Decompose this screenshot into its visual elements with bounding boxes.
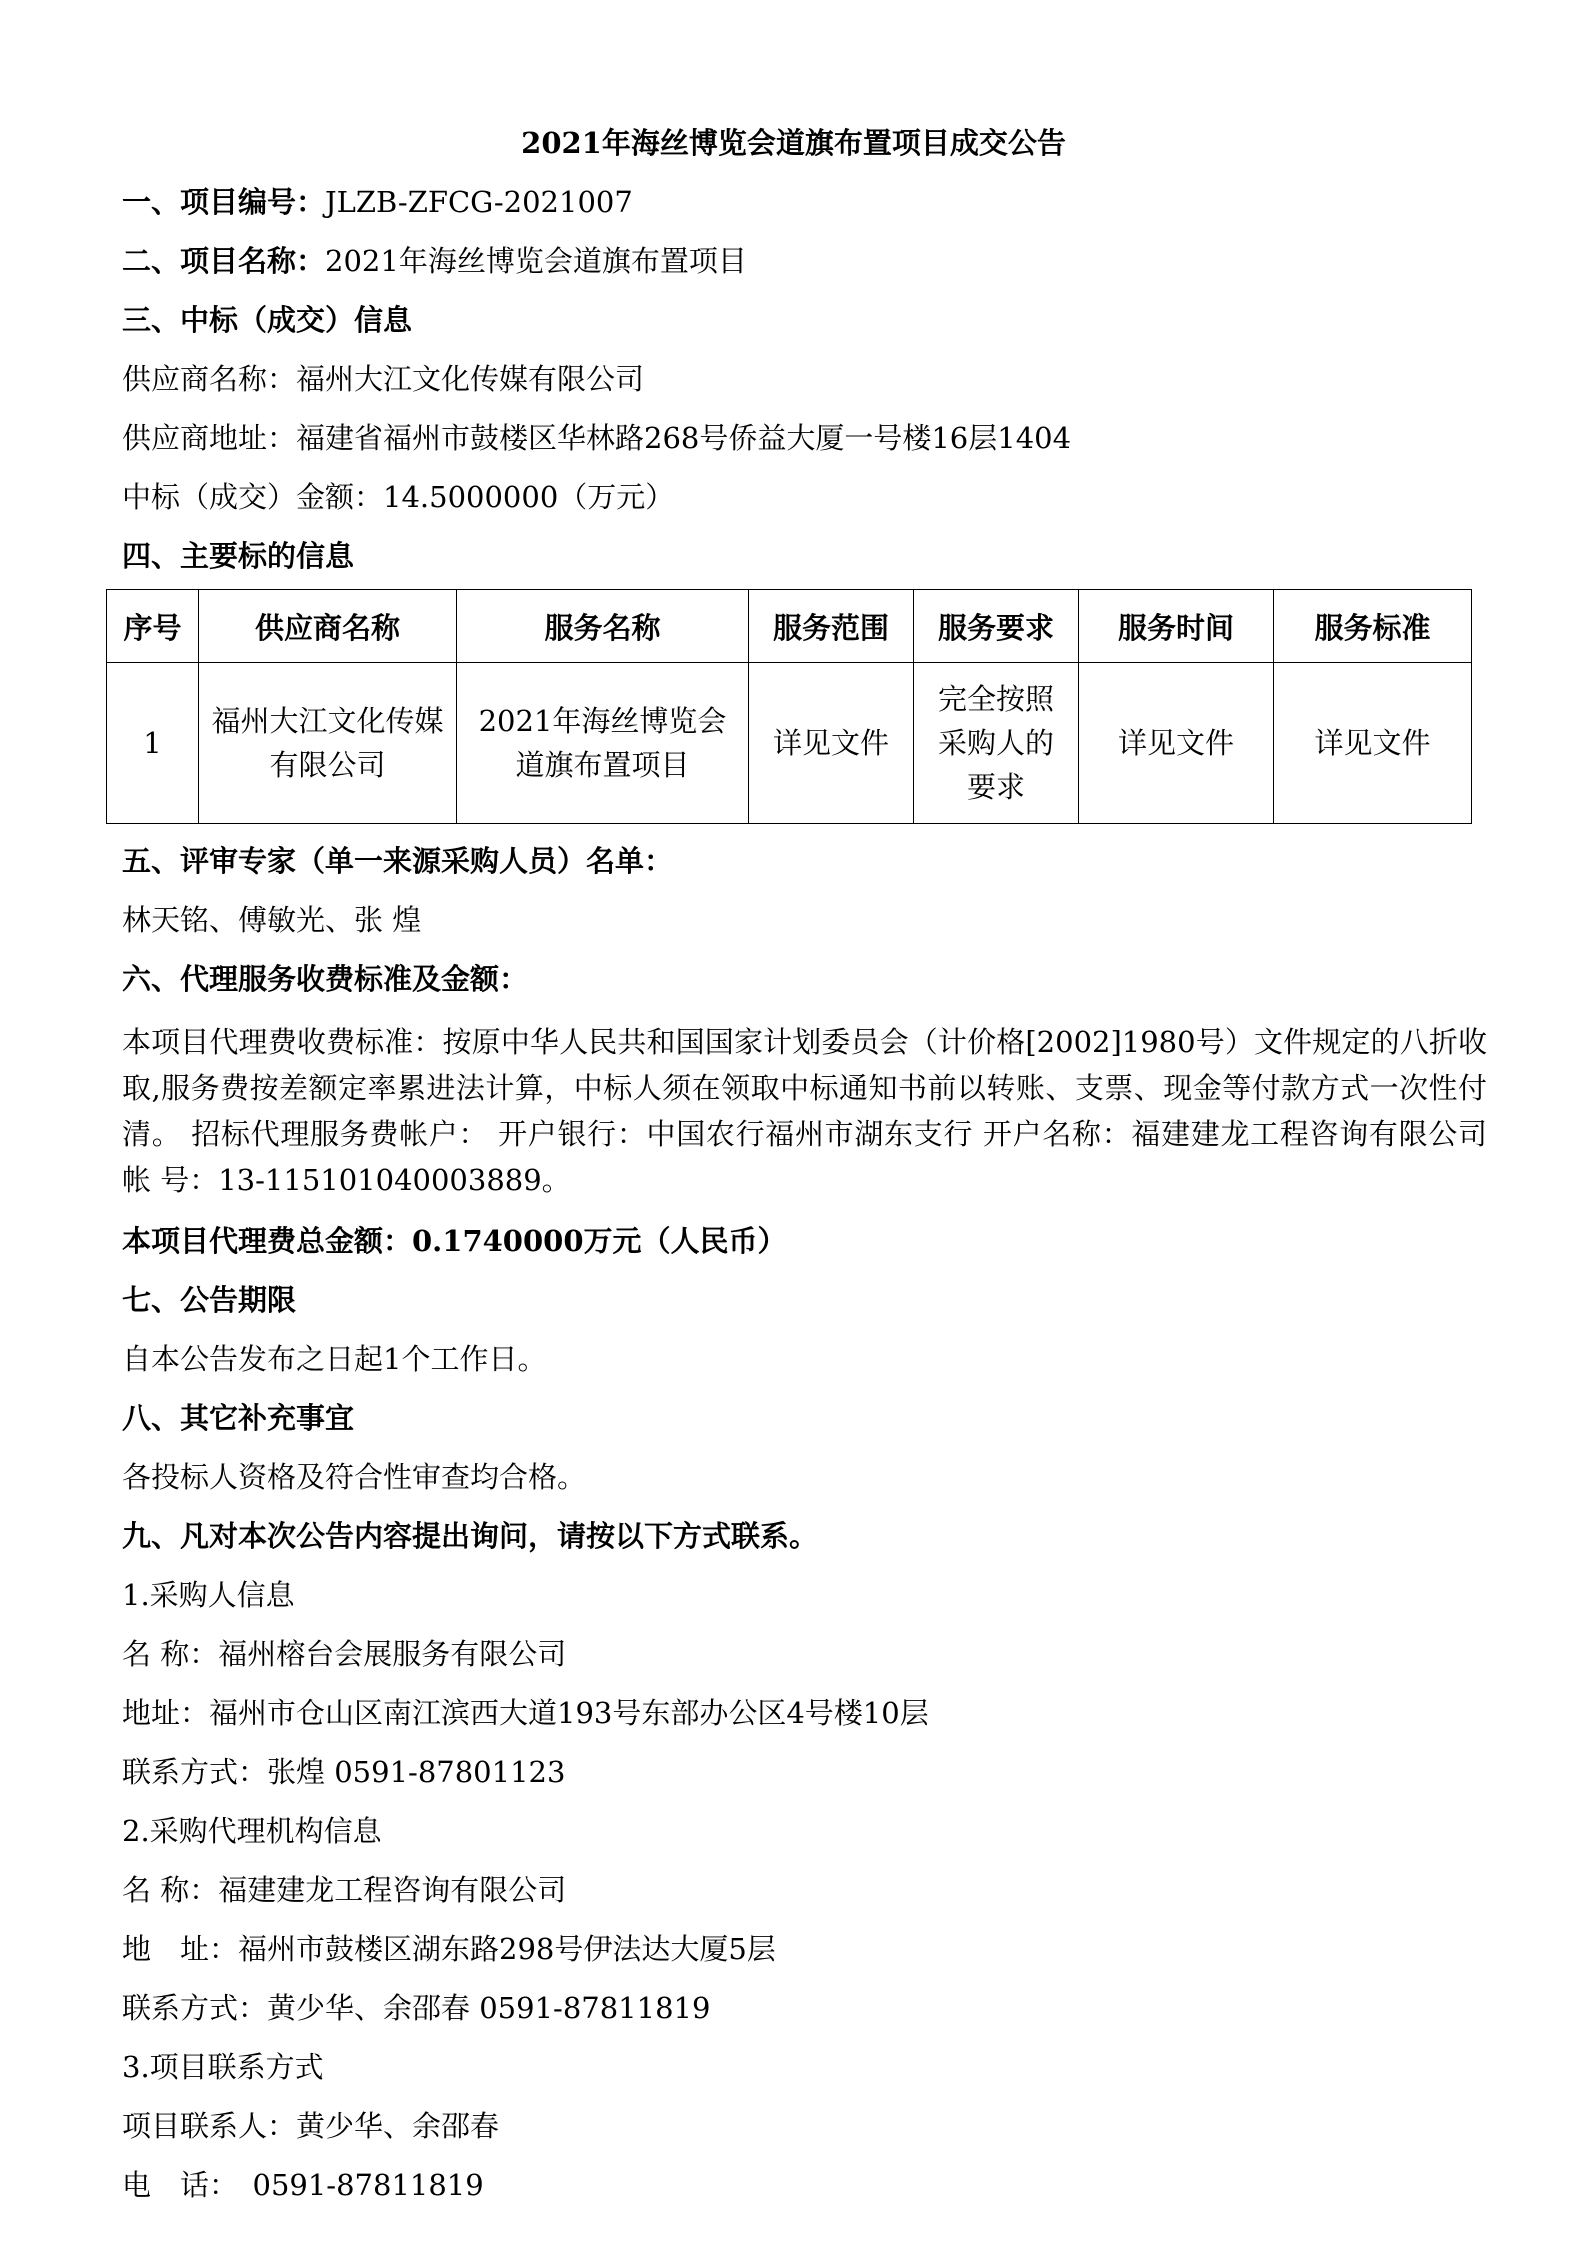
table-cell: 2021年海丝博览会道旗布置项目 bbox=[457, 663, 749, 824]
column-header: 服务范围 bbox=[749, 590, 914, 663]
table-cell: 详见文件 bbox=[1274, 663, 1472, 824]
table-row bbox=[107, 663, 1472, 824]
supplier-address: 供应商地址：福建省福州市鼓楼区华林路268号侨益大厦一号楼16层1404 bbox=[122, 421, 1072, 455]
project-name-label: 二、项目名称： bbox=[122, 244, 326, 278]
column-header: 服务时间 bbox=[1079, 590, 1274, 663]
project-name-value: 2021年海丝博览会道旗布置项目 bbox=[325, 244, 747, 278]
agency-address: 地 址：福州市鼓楼区湖东路298号伊法达大厦5层 bbox=[122, 1932, 776, 1966]
table-header-row bbox=[107, 590, 1472, 663]
purchaser-address: 地址：福州市仓山区南江滨西大道193号东部办公区4号楼10层 bbox=[122, 1696, 929, 1730]
service-table bbox=[106, 589, 1472, 824]
project-name-line bbox=[122, 232, 1487, 291]
project-contact-person: 项目联系人：黄少华、余邵春 bbox=[122, 2109, 500, 2143]
period-text: 自本公告发布之日起1个工作日。 bbox=[122, 1342, 547, 1376]
column-header: 服务要求 bbox=[914, 590, 1079, 663]
project-number-label: 一、项目编号： bbox=[122, 185, 326, 219]
table-cell: 福州大江文化传媒有限公司 bbox=[199, 663, 457, 824]
others-text: 各投标人资格及符合性审查均合格。 bbox=[122, 1460, 587, 1494]
agency-fee-text: 本项目代理费收费标准：按原中华人民共和国国家计划委员会（计价格[2002]1980号）文件规定的八折收取,服务费按差额定率累进法计算，中标人须在领取中标通知书前以转账、支票、现金等付款方式一次性付清。 招标代理服务费帐户： 开户银行：中国农行福州市湖东支行 开户名称：福建建龙工程咨询有限公司 帐 号：13-115101040003889。 bbox=[122, 1025, 1497, 1197]
period-heading: 七、公告期限 bbox=[122, 1283, 297, 1317]
agency-phone: 联系方式：黄少华、余邵春 0591-87811819 bbox=[122, 1991, 711, 2025]
contact-heading: 九、凡对本次公告内容提出询问，请按以下方式联系。 bbox=[122, 1519, 819, 1553]
project-contact-heading: 3.项目联系方式 bbox=[122, 2050, 324, 2084]
agency-fee-total: 本项目代理费总金额：0.1740000万元（人民币） bbox=[122, 1224, 787, 1258]
document-body bbox=[122, 173, 1497, 2215]
supplier-name: 供应商名称：福州大江文化传媒有限公司 bbox=[122, 362, 645, 396]
agency-name: 名 称：福建建龙工程咨询有限公司 bbox=[122, 1873, 567, 1907]
column-header: 序号 bbox=[107, 590, 199, 663]
page-title: 2021年海丝博览会道旗布置项目成交公告 bbox=[521, 126, 1066, 160]
experts-names: 林天铭、傅敏光、张 煌 bbox=[122, 903, 422, 937]
table-cell: 完全按照采购人的要求 bbox=[914, 663, 1079, 824]
project-contact-phone: 电 话： 0591-87811819 bbox=[122, 2168, 484, 2202]
others-heading: 八、其它补充事宜 bbox=[122, 1401, 355, 1435]
table-cell: 详见文件 bbox=[749, 663, 914, 824]
column-header: 服务名称 bbox=[457, 590, 749, 663]
main-info-heading: 四、主要标的信息 bbox=[122, 539, 355, 573]
column-header: 服务标准 bbox=[1274, 590, 1472, 663]
agency-fee-block bbox=[122, 1009, 1497, 1212]
agency-fee-heading: 六、代理服务收费标准及金额： bbox=[122, 962, 529, 996]
table-cell: 详见文件 bbox=[1079, 663, 1274, 824]
experts-heading: 五、评审专家（单一来源采购人员）名单： bbox=[122, 844, 674, 878]
column-header: 供应商名称 bbox=[199, 590, 457, 663]
award-heading: 三、中标（成交）信息 bbox=[122, 303, 413, 337]
purchaser-heading: 1.采购人信息 bbox=[122, 1578, 295, 1612]
purchaser-phone: 联系方式：张煌 0591-87801123 bbox=[122, 1755, 566, 1789]
table-cell: 1 bbox=[107, 663, 199, 824]
project-number-value: JLZB-ZFCG-2021007 bbox=[325, 185, 633, 219]
purchaser-name: 名 称：福州榕台会展服务有限公司 bbox=[122, 1637, 567, 1671]
project-number-line bbox=[122, 173, 1487, 232]
award-amount: 中标（成交）金额：14.5000000（万元） bbox=[122, 480, 675, 514]
agency-heading: 2.采购代理机构信息 bbox=[122, 1814, 382, 1848]
